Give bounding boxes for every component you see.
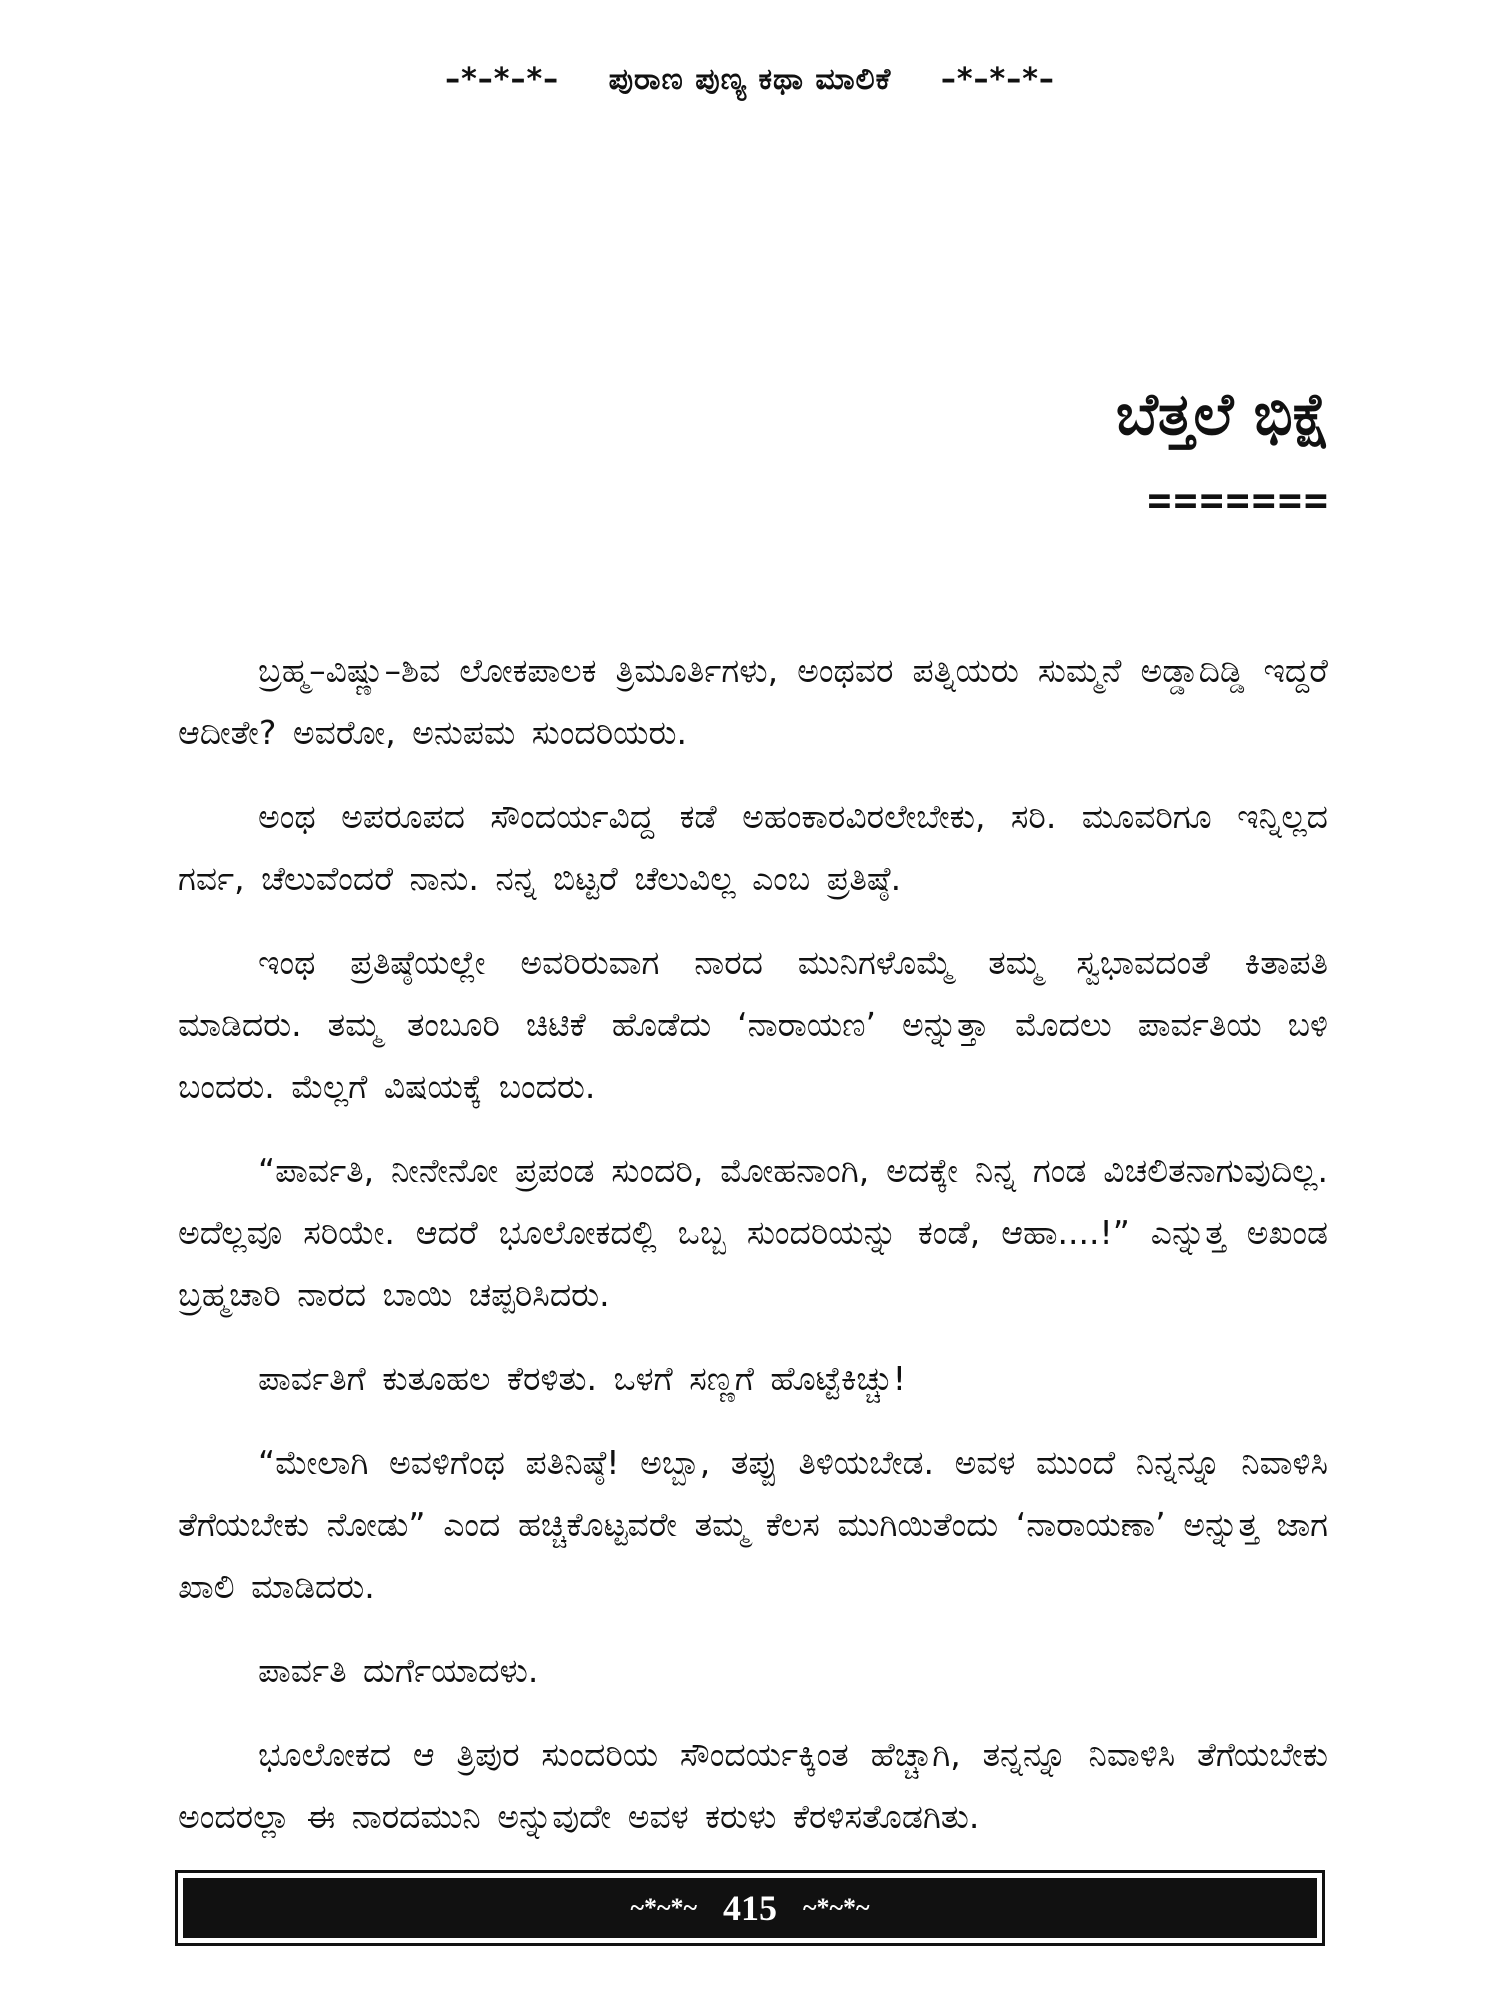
footer-ornament-left: ~*~*~ — [630, 1893, 697, 1922]
chapter-title-block — [1115, 380, 1330, 524]
paragraph: ಅಂಥ ಅಪರೂಪದ ಸೌಂದರ್ಯವಿದ್ದ ಕಡೆ ಅಹಂಕಾರವಿರಲೇಬೇಕು, ಸರಿ. ಮೂವರಿಗೂ ಇನ್ನಿಲ್ಲದ ಗರ್ವ, ಚೆಲುವೆಂದರೆ ನಾನು. ನನ್ನ ಬಿಟ್ಟರೆ ಚೆಲುವಿಲ್ಲ ಎಂಬ ಪ್ರತಿಷ್ಠೆ. — [178, 797, 1328, 898]
paragraph: ಪಾರ್ವತಿ ದುರ್ಗೆಯಾದಳು. — [258, 1651, 539, 1690]
paragraph: “ಮೇಲಾಗಿ ಅವಳಿಗೆಂಥ ಪತಿನಿಷ್ಠೆ! ಅಬ್ಬಾ, ತಪ್ಪು ತಿಳಿಯಬೇಡ. ಅವಳ ಮುಂದೆ ನಿನ್ನನ್ನೂ ನಿವಾಳಿಸಿ ತೆಗೆಯಬೇಕು ನೋಡು” ಎಂದ ಹಚ್ಚಿಕೊಟ್ಟವರೇ ತಮ್ಮ ಕೆಲಸ ಮುಗಿಯಿತೆಂದು ‘ನಾರಾಯಣಾ’ ಅನ್ನುತ್ತ ಜಾಗ ಖಾಲಿ ಮಾಡಿದರು. — [178, 1443, 1328, 1606]
running-header-title: ಪುರಾಣ ಪುಣ್ಯ ಕಥಾ ಮಾಲಿಕೆ — [608, 62, 892, 97]
running-header — [0, 62, 1500, 97]
header-ornament-right: –*–*–*– — [940, 62, 1055, 97]
paragraph: ಪಾರ್ವತಿಗೆ ಕುತೂಹಲ ಕೆರಳಿತು. ಒಳಗೆ ಸಣ್ಣಗೆ ಹೊಟ್ಟೆಕಿಚ್ಚು! — [258, 1359, 906, 1398]
paragraph: ಭೂಲೋಕದ ಆ ತ್ರಿಪುರ ಸುಂದರಿಯ ಸೌಂದರ್ಯಕ್ಕಿಂತ ಹೆಚ್ಚಾಗಿ, ತನ್ನನ್ನೂ ನಿವಾಳಿಸಿ ತೆಗೆಯಬೇಕು ಅಂದರಲ್ಲಾ ಈ ನಾರದಮುನಿ ಅನ್ನುವುದೇ ಅವಳ ಕರುಳು ಕೆರಳಿಸತೊಡಗಿತು. — [178, 1735, 1328, 1836]
footer-ornament-right: ~*~*~ — [803, 1893, 870, 1922]
page-number: 415 — [723, 1888, 777, 1928]
chapter-title-underline: ======= — [1147, 478, 1330, 524]
chapter-title: ಬೆತ್ತಲೆ ಭಿಕ್ಷೆ — [1115, 380, 1330, 448]
paragraph: ಬ್ರಹ್ಮ–ವಿಷ್ಣು–ಶಿವ ಲೋಕಪಾಲಕ ತ್ರಿಮೂರ್ತಿಗಳು, ಅಂಥವರ ಪತ್ನಿಯರು ಸುಮ್ಮನೆ ಅಡ್ಡಾದಿಡ್ಡಿ ಇದ್ದರೆ ಆದೀತೇ? ಅವರೋ, ಅನುಪಮ ಸುಂದರಿಯರು. — [178, 651, 1328, 752]
page-footer — [175, 1870, 1325, 1946]
header-ornament-left: –*–*–*– — [445, 62, 560, 97]
page-footer-band — [183, 1878, 1317, 1938]
body-text — [178, 640, 1328, 1870]
paragraph: “ಪಾರ್ವತಿ, ನೀನೇನೋ ಪ್ರಪಂಡ ಸುಂದರಿ, ಮೋಹನಾಂಗಿ, ಅದಕ್ಕೇ ನಿನ್ನ ಗಂಡ ವಿಚಲಿತನಾಗುವುದಿಲ್ಲ. ಅದೆಲ್ಲವೂ ಸರಿಯೇ. ಆದರೆ ಭೂಲೋಕದಲ್ಲಿ ಒಬ್ಬ ಸುಂದರಿಯನ್ನು ಕಂಡೆ, ಆಹಾ....!” ಎನ್ನುತ್ತ ಅಖಂಡ ಬ್ರಹ್ಮಚಾರಿ ನಾರದ ಬಾಯಿ ಚಪ್ಪರಿಸಿದರು. — [178, 1151, 1328, 1314]
paragraph: ಇಂಥ ಪ್ರತಿಷ್ಠೆಯಲ್ಲೇ ಅವರಿರುವಾಗ ನಾರದ ಮುನಿಗಳೊಮ್ಮೆ ತಮ್ಮ ಸ್ವಭಾವದಂತೆ ಕಿತಾಪತಿ ಮಾಡಿದರು. ತಮ್ಮ ತಂಬೂರಿ ಚಿಟಿಕೆ ಹೊಡೆದು ‘ನಾರಾಯಣ’ ಅನ್ನುತ್ತಾ ಮೊದಲು ಪಾರ್ವತಿಯ ಬಳಿ ಬಂದರು. ಮೆಲ್ಲಗೆ ವಿಷಯಕ್ಕೆ ಬಂದರು. — [178, 943, 1328, 1106]
